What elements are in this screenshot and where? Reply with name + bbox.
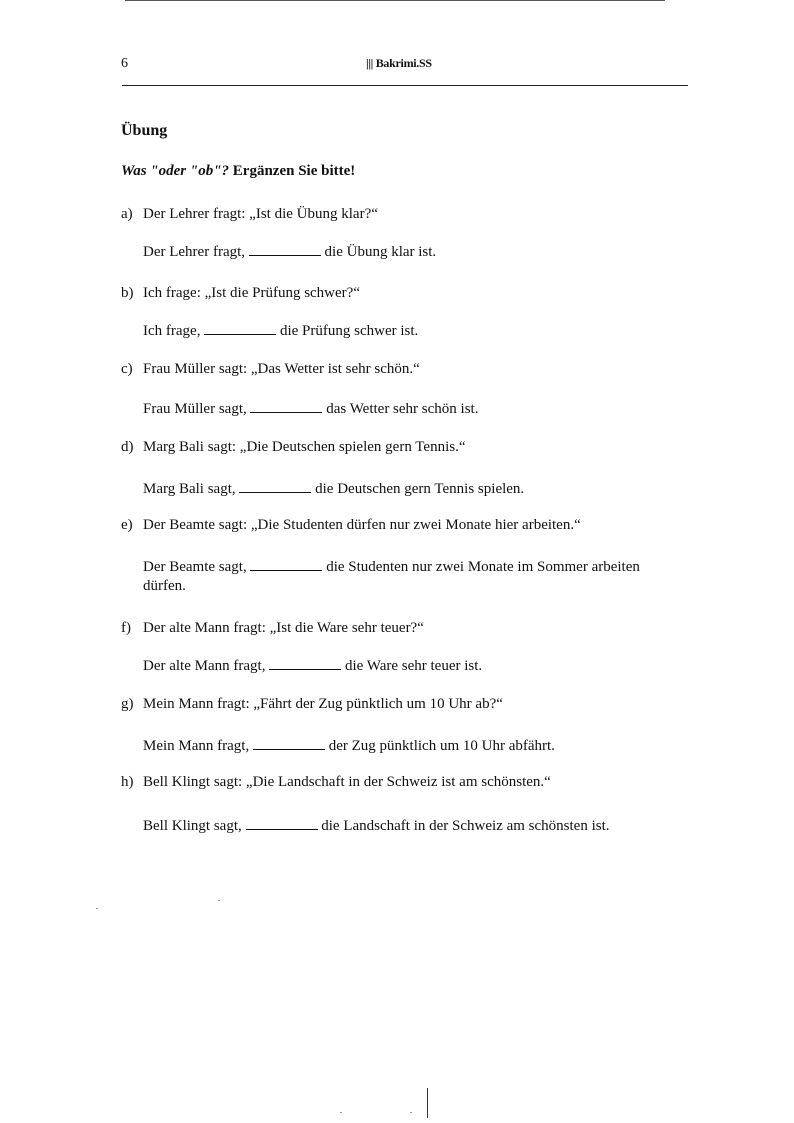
exercise-marker: h)	[121, 774, 134, 790]
scan-mark	[427, 1088, 428, 1118]
scan-speck	[96, 908, 98, 909]
scan-speck	[218, 900, 220, 901]
answer-blank[interactable]	[246, 815, 318, 830]
exercise-marker: e)	[121, 517, 133, 533]
exercise-prompt: Frau Müller sagt: „Das Wetter ist sehr schön.“	[143, 361, 420, 377]
page-number: 6	[121, 56, 128, 71]
answer-blank[interactable]	[253, 735, 325, 750]
exercise-marker: a)	[121, 206, 133, 222]
exercise-answer	[143, 735, 688, 756]
running-header: ||| Bakrimi.SS	[366, 56, 432, 70]
exercise-prompt: Der Beamte sagt: „Die Studenten dürfen nur zwei Monate hier arbeiten.“	[143, 517, 581, 533]
exercise-prompt: Marg Bali sagt: „Die Deutschen spielen gern Tennis.“	[143, 439, 466, 455]
section-title: Übung	[121, 122, 168, 139]
answer-tail: die Landschaft in der Schweiz am schönsten ist.	[321, 818, 610, 834]
answer-tail: die Studenten nur zwei Monate im Sommer arbeiten	[326, 559, 640, 575]
instruction	[121, 163, 355, 180]
answer-tail: der Zug pünktlich um 10 Uhr abfährt.	[328, 738, 555, 754]
answer-continuation: dürfen.	[143, 578, 186, 594]
exercise-marker: c)	[121, 361, 133, 377]
exercise-prompt: Bell Klingt sagt: „Die Landschaft in der Schweiz ist am schönsten.“	[143, 774, 551, 790]
exercise-prompt: Der alte Mann fragt: „Ist die Ware sehr teuer?“	[143, 620, 424, 636]
answer-tail: die Deutschen gern Tennis spielen.	[315, 481, 525, 497]
exercise-answer	[143, 398, 688, 419]
answer-lead: Der alte Mann fragt,	[143, 658, 266, 674]
top-edge-rule	[125, 0, 665, 1]
instruction-text: Ergänzen Sie bitte!	[232, 163, 356, 179]
answer-lead: Mein Mann fragt,	[143, 738, 250, 754]
exercise-prompt: Mein Mann fragt: „Fährt der Zug pünktlich um 10 Uhr ab?“	[143, 696, 503, 712]
exercise-answer	[143, 556, 688, 596]
answer-lead: Der Lehrer fragt,	[143, 244, 246, 260]
exercise-marker: g)	[121, 696, 134, 712]
answer-tail: die Übung klar ist.	[324, 244, 437, 260]
exercise-answer	[143, 478, 688, 499]
exercise-prompt: Der Lehrer fragt: „Ist die Übung klar?“	[143, 206, 378, 222]
exercise-prompt: Ich frage: „Ist die Prüfung schwer?“	[143, 285, 360, 301]
instruction-question: Was "oder "ob"?	[121, 163, 230, 179]
answer-lead: Bell Klingt sagt,	[143, 818, 242, 834]
answer-tail: die Ware sehr teuer ist.	[344, 658, 483, 674]
exercise-marker: f)	[121, 620, 131, 636]
exercise-marker: b)	[121, 285, 134, 301]
answer-blank[interactable]	[239, 478, 311, 493]
answer-blank[interactable]	[250, 556, 322, 571]
answer-blank[interactable]	[249, 241, 321, 256]
answer-blank[interactable]	[204, 320, 276, 335]
exercise-answer	[143, 320, 688, 341]
header-rule	[122, 85, 688, 86]
answer-lead: Frau Müller sagt,	[143, 401, 247, 417]
scan-speck	[410, 1112, 412, 1113]
answer-tail: die Prüfung schwer ist.	[279, 323, 419, 339]
answer-lead: Der Beamte sagt,	[143, 559, 247, 575]
answer-tail: das Wetter sehr schön ist.	[326, 401, 479, 417]
exercise-answer	[143, 655, 688, 676]
exercise-marker: d)	[121, 439, 134, 455]
answer-blank[interactable]	[250, 398, 322, 413]
answer-lead: Ich frage,	[143, 323, 201, 339]
answer-lead: Marg Bali sagt,	[143, 481, 236, 497]
exercise-answer	[143, 241, 688, 262]
scan-speck	[340, 1112, 342, 1113]
exercise-answer	[143, 815, 688, 836]
answer-blank[interactable]	[269, 655, 341, 670]
